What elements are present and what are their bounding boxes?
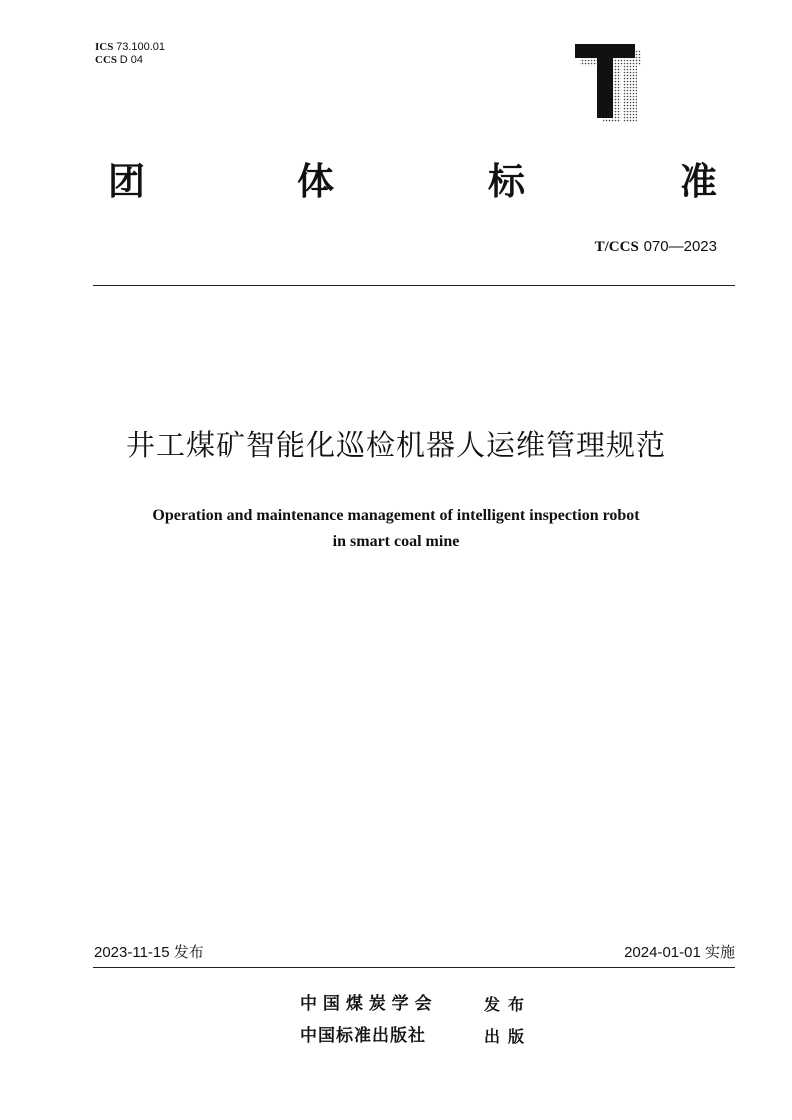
- ccs-label: CCS: [95, 54, 118, 66]
- implement-date: 2024-01-01 实施: [624, 944, 735, 961]
- publish-date: 2023-11-15 发布: [94, 944, 204, 961]
- printer-role: 出版: [484, 1027, 533, 1046]
- chinese-title: 井工煤矿智能化巡检机器人运维管理规范: [125, 428, 666, 462]
- standard-type-char-1: 团: [108, 160, 145, 203]
- ccs-code-line: [95, 54, 143, 67]
- group-standard-t-logo: [575, 44, 641, 124]
- english-title-line-1: Operation and maintenance management of intelligent inspection robot: [152, 507, 640, 524]
- standard-type-char-2: 体: [297, 160, 334, 203]
- standard-type-char-4: 准: [680, 160, 717, 203]
- standard-number: [595, 237, 717, 256]
- standard-type-char-3: 标: [488, 160, 525, 203]
- ccs-code: D 04: [119, 54, 144, 66]
- english-title-line-2: in smart coal mine: [332, 533, 460, 550]
- standard-number-value: 070—2023: [643, 238, 717, 255]
- ics-code: 73.100.01: [116, 41, 166, 53]
- printer-name: 中国标准出版社: [300, 1026, 426, 1046]
- ics-code-line: [95, 41, 165, 54]
- standard-number-prefix: T/CCS: [594, 239, 639, 255]
- top-divider: [93, 285, 735, 286]
- ics-label: ICS: [95, 41, 114, 53]
- publisher-name: 中 国 煤 炭 学 会: [300, 994, 432, 1014]
- publisher-role: 发布: [484, 995, 533, 1014]
- bottom-divider: [93, 967, 735, 968]
